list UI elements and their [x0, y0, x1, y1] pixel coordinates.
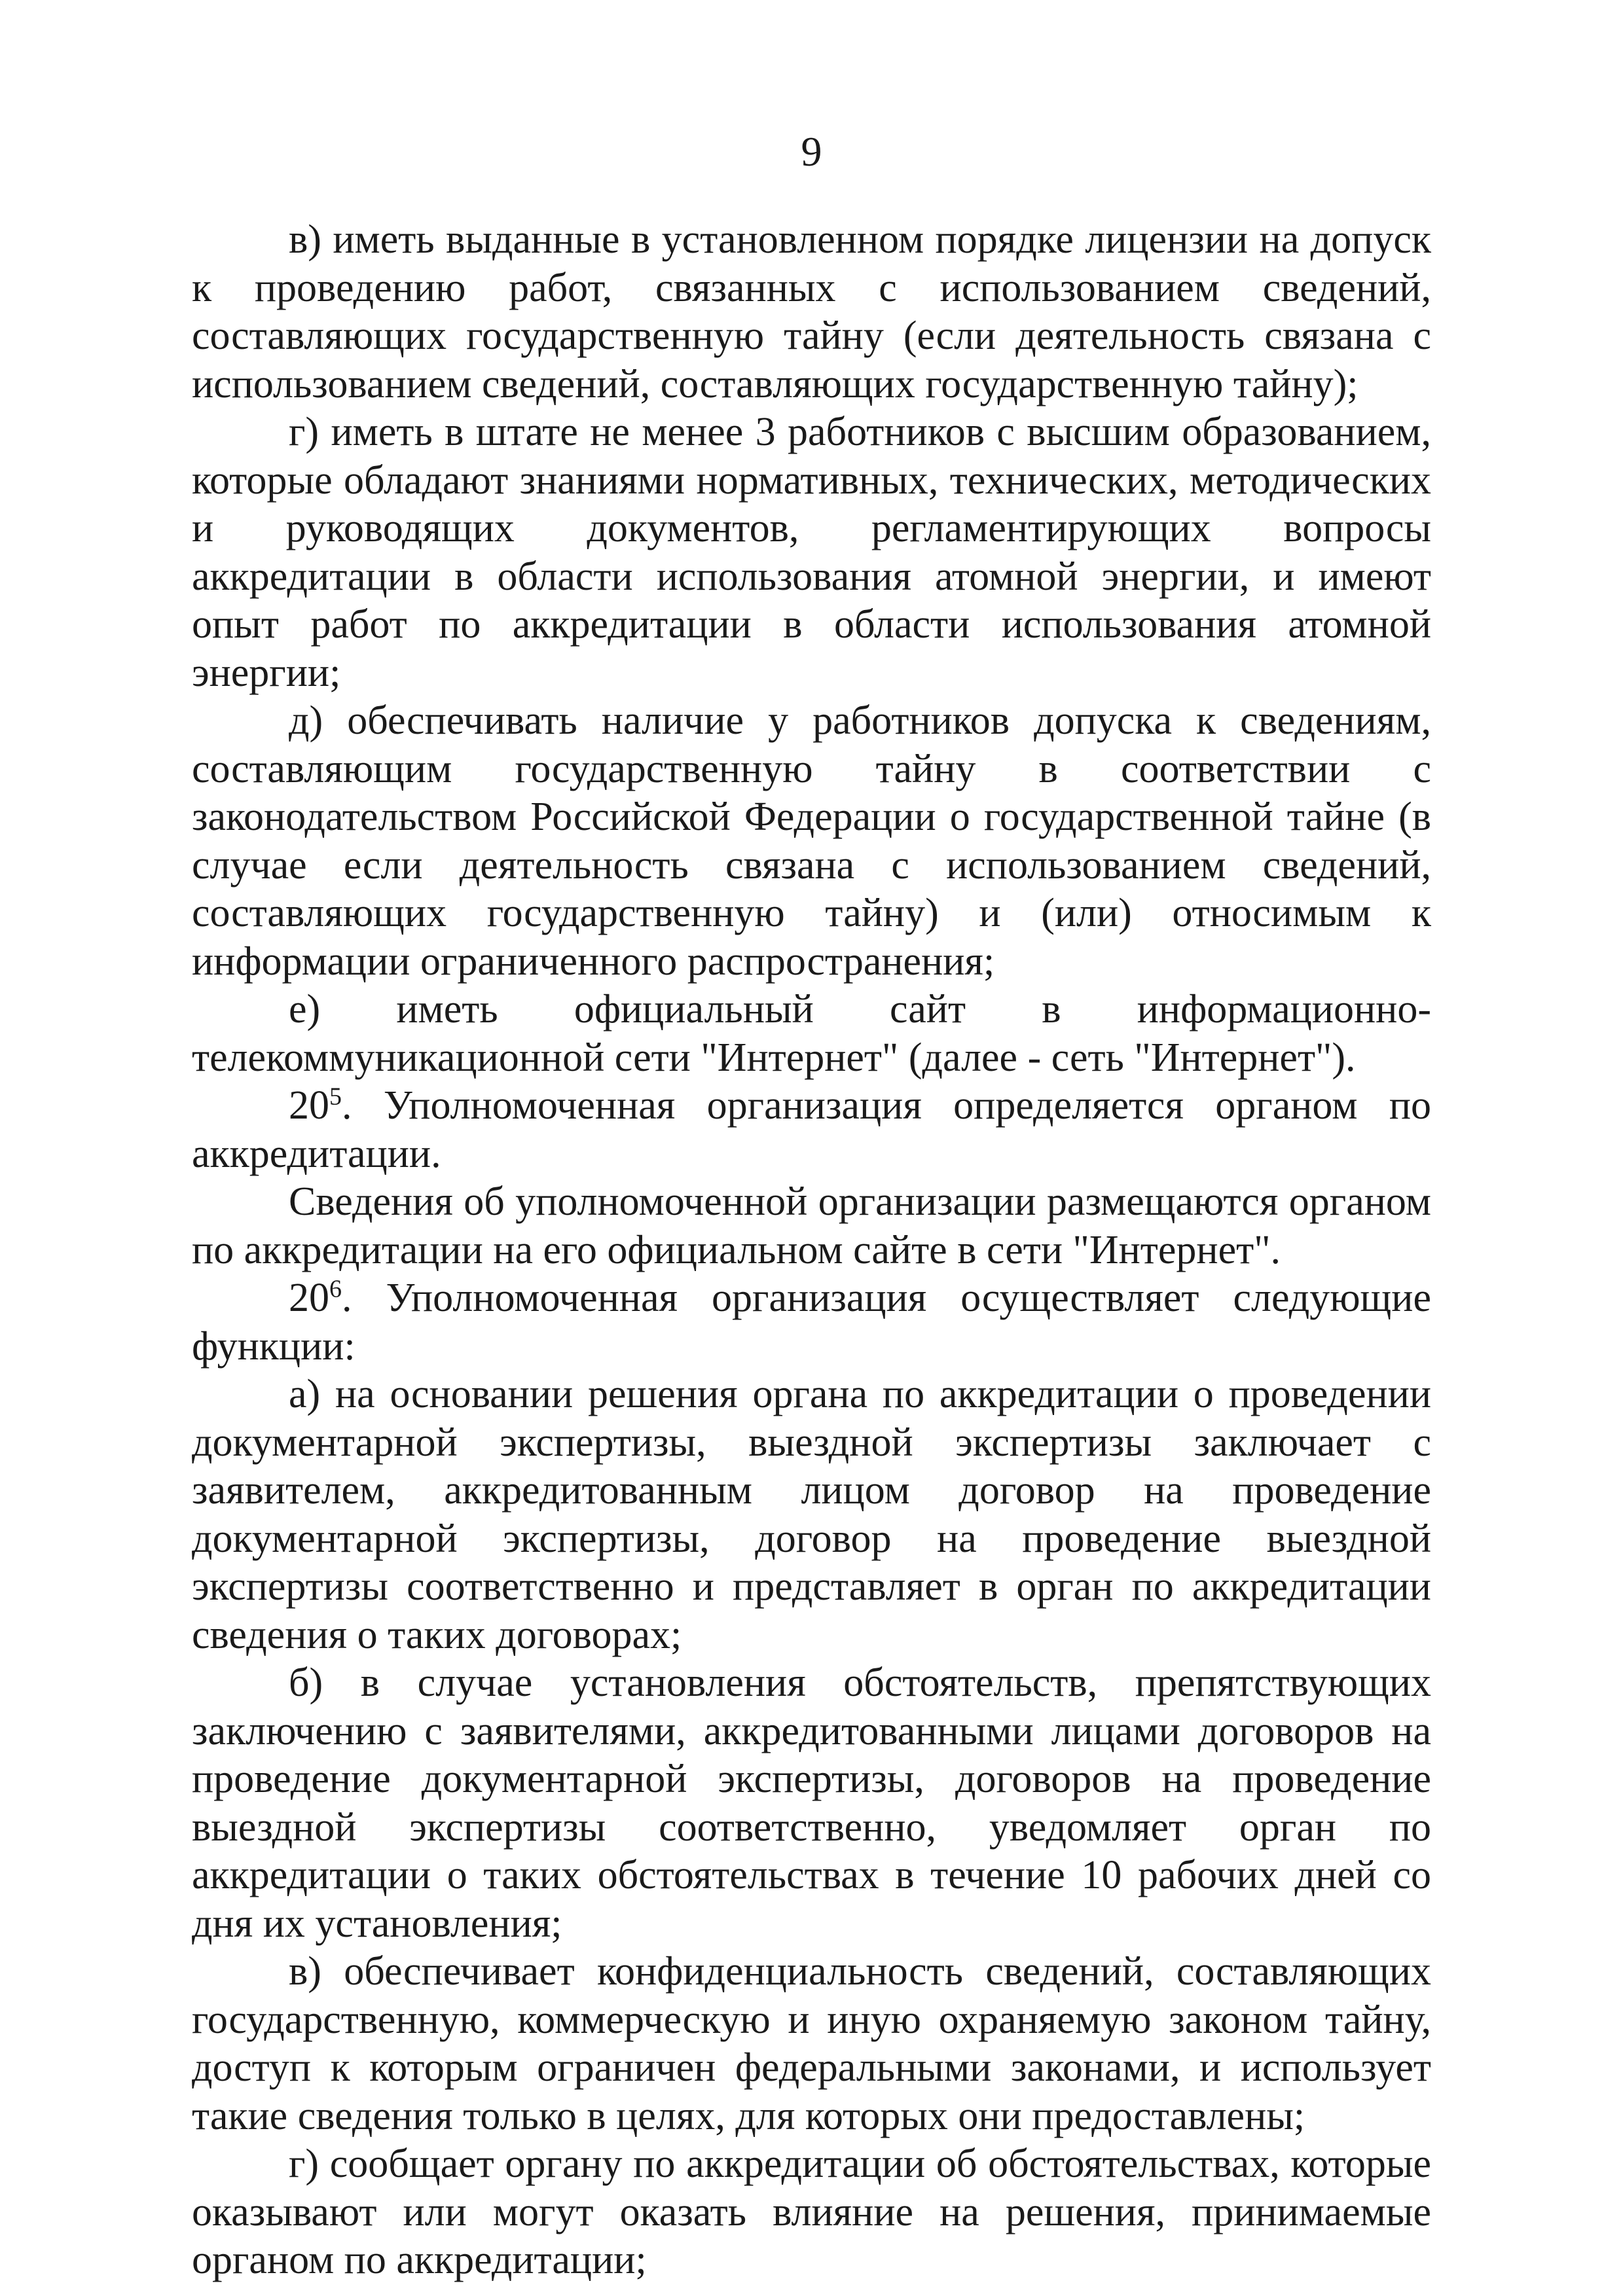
- paragraph-20-5: [192, 1082, 1431, 1178]
- paragraph-d-clearance: д) обеспечивать наличие у работников допуска к сведениям, составляющим государственную тайну в соответствии с законодательством Российской Федерации о государственной тайне (в случае если деятельность связана с использованием сведений, составляющих государственную тайну) и (или) относимым к информации ограниченного распространения;: [192, 698, 1431, 984]
- paragraph-e-website: е) иметь официальный сайт в информационно-телекоммуникационной сети "Интернет" (далее - сеть "Интернет").: [192, 987, 1431, 1080]
- paragraph-b-obstacles: б) в случае установления обстоятельств, препятствующих заключению с заявителями, аккредитованными лицами договоров на проведение документарной экспертизы, договоров на проведение выездной экспертизы соответственно, уведомляет орган по аккредитации о таких обстоятельствах в течение 10 рабочих дней со дня их установления;: [192, 1660, 1431, 1946]
- section-number: 20: [289, 1276, 329, 1320]
- page-number: 9: [801, 128, 822, 175]
- section-superscript: 6: [329, 1275, 342, 1303]
- section-text: . Уполномоченная организация осуществляет следующие функции:: [192, 1276, 1431, 1369]
- paragraph-v-licenses: в) иметь выданные в установленном порядке лицензии на допуск к проведению работ, связанных с использованием сведений, составляющих государственную тайну (если деятельность связана с использованием сведений, составляющих государственную тайну);: [192, 217, 1431, 406]
- section-superscript: 5: [329, 1083, 342, 1111]
- paragraph-a-contracts: а) на основании решения органа по аккредитации о проведении документарной экспертизы, выездной экспертизы заключает с заявителем, аккредитованным лицом договор на проведение документарной экспертизы, договор на проведение выездной экспертизы соответственно и представляет в орган по аккредитации сведения о таких договорах;: [192, 1372, 1431, 1657]
- section-text: . Уполномоченная организация определяется органом по аккредитации.: [192, 1083, 1431, 1176]
- document-body: [192, 216, 1431, 2285]
- paragraph-20-6: [192, 1274, 1431, 1371]
- paragraph-v-confidentiality: в) обеспечивает конфиденциальность сведений, составляющих государственную, коммерческую и иную охраняемую законом тайну, доступ к которым ограничен федеральными законами, и использует такие сведения только в целях, для которых они предоставлены;: [192, 1949, 1431, 2138]
- section-number: 20: [289, 1083, 329, 1128]
- paragraph-g-notify: г) сообщает органу по аккредитации об обстоятельствах, которые оказывают или могут оказать влияние на решения, принимаемые органом по аккредитации;: [192, 2142, 1431, 2282]
- paragraph-organization-info: Сведения об уполномоченной организации размещаются органом по аккредитации на его официальном сайте в сети "Интернет".: [192, 1179, 1431, 1272]
- paragraph-g-staff: г) иметь в штате не менее 3 работников с высшим образованием, которые обладают знаниями нормативных, технических, методических и руководящих документов, регламентирующих вопросы аккредитации в области использования атомной энергии, и имеют опыт работ по аккредитации в области использования атомной энергии;: [192, 410, 1431, 695]
